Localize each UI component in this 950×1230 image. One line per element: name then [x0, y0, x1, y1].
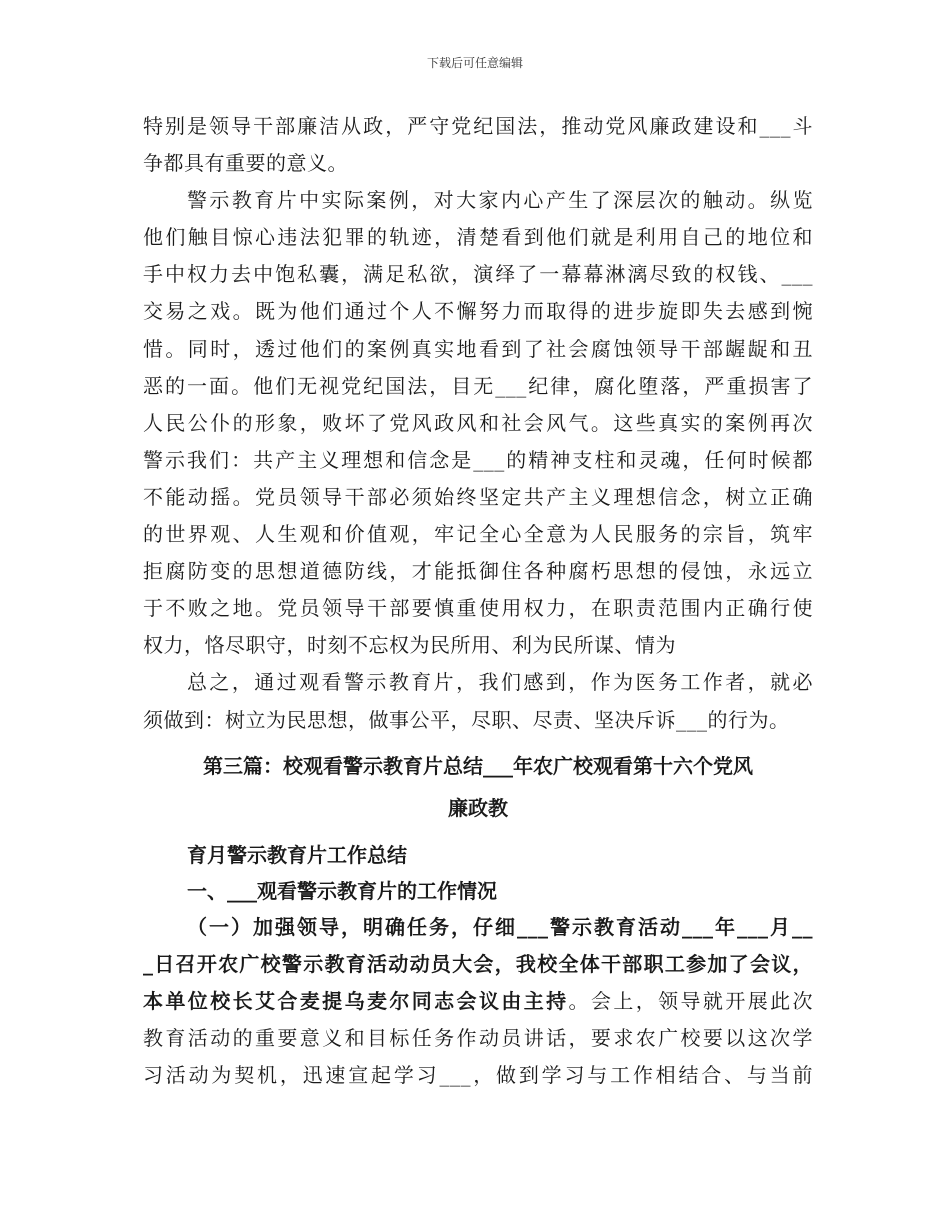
text-line: 总之，通过观看警示教育片，我们感到，作为医务工作者，就必 [187, 670, 813, 695]
bold-text: 本单位校长艾合麦提乌麦尔同志会议由主持 [143, 988, 569, 1013]
text-line: 习活动为契机，迅速宣起学习___，做到学习与工作相结合、与当前 [143, 1062, 813, 1087]
text-line: 警示教育片中实际案例，对大家内心产生了深层次的触动。纵览 [187, 188, 813, 213]
paragraph-2 [143, 182, 813, 664]
text-line: 交易之戏。既为他们通过个人不懈努力而取得的进步旋即失去感到惋 [143, 299, 813, 324]
paragraph-4 [143, 909, 813, 1094]
document-body [143, 108, 813, 1094]
section-title-line-1: 第三篇：校观看警示教育片总结___年农广校观看第十六个党风 [203, 753, 753, 778]
text-line: 拒腐防变的思想道德防线，才能抵御住各种腐朽思想的侵蚀，永远立 [143, 559, 813, 584]
subheading-2: 一、___观看警示教育片的工作情况 [187, 878, 497, 903]
text-line: 于不败之地。党员领导干部要慎重使用权力，在职责范围内正确行使 [143, 596, 813, 621]
paragraph-1 [143, 108, 813, 182]
subheading-1: 育月警示教育片工作总结 [187, 842, 407, 867]
paragraph-3 [143, 664, 813, 738]
text-line: 权力，恪尽职守，时刻不忘权为民所用、利为民所谋、情为 [143, 633, 676, 658]
normal-text: 。会上，领导就开展此次 [568, 988, 813, 1013]
section-title-line-2: 廉政教 [448, 795, 508, 820]
text-line: 不能动摇。党员领导干部必须始终坚定共产主义理想信念，树立正确 [143, 484, 813, 509]
text-line: 人民公仆的形象，败坏了党风政风和社会风气。这些真实的案例再次 [143, 410, 813, 435]
text-line: 他们触目惊心违法犯罪的轨迹，清楚看到他们就是利用自己的地位和 [143, 225, 813, 250]
text-line-mixed [143, 983, 813, 1020]
text-line: 恶的一面。他们无视党纪国法，目无___纪律，腐化堕落，严重损害了 [143, 373, 813, 398]
text-line: 的世界观、人生观和价值观，牢记全心全意为人民服务的宗旨，筑牢 [143, 522, 813, 547]
text-line: 须做到：树立为民思想，做事公平，尽职、尽责、坚决斥诉___的行为。 [143, 707, 790, 732]
page-header: 下载后可任意编辑 [426, 56, 523, 70]
text-line: 教育活动的重要意义和目标任务作动员讲话，要求农广校要以这次学 [143, 1025, 813, 1050]
text-line: 特别是领导干部廉洁从政，严守党纪国法，推动党风廉政建设和___斗 [143, 114, 813, 138]
text-line: 警示我们：共产主义理想和信念是___的精神支柱和灵魂，任何时候都 [143, 447, 813, 472]
text-line: 争都具有重要的意义。 [143, 151, 348, 176]
text-line: 手中权力去中饱私囊，满足私欲，演绎了一幕幕淋漓尽致的权钱、___ [143, 262, 813, 287]
text-line: 惜。同时，透过他们的案例真实地看到了社会腐蚀领导干部龌龊和丑 [143, 336, 813, 361]
text-line: （一）加强领导，明确任务，仔细___警示教育活动___年___月__ [187, 914, 813, 939]
text-line: _日召开农广校警示教育活动动员大会，我校全体干部职工参加了会议， [143, 951, 813, 976]
